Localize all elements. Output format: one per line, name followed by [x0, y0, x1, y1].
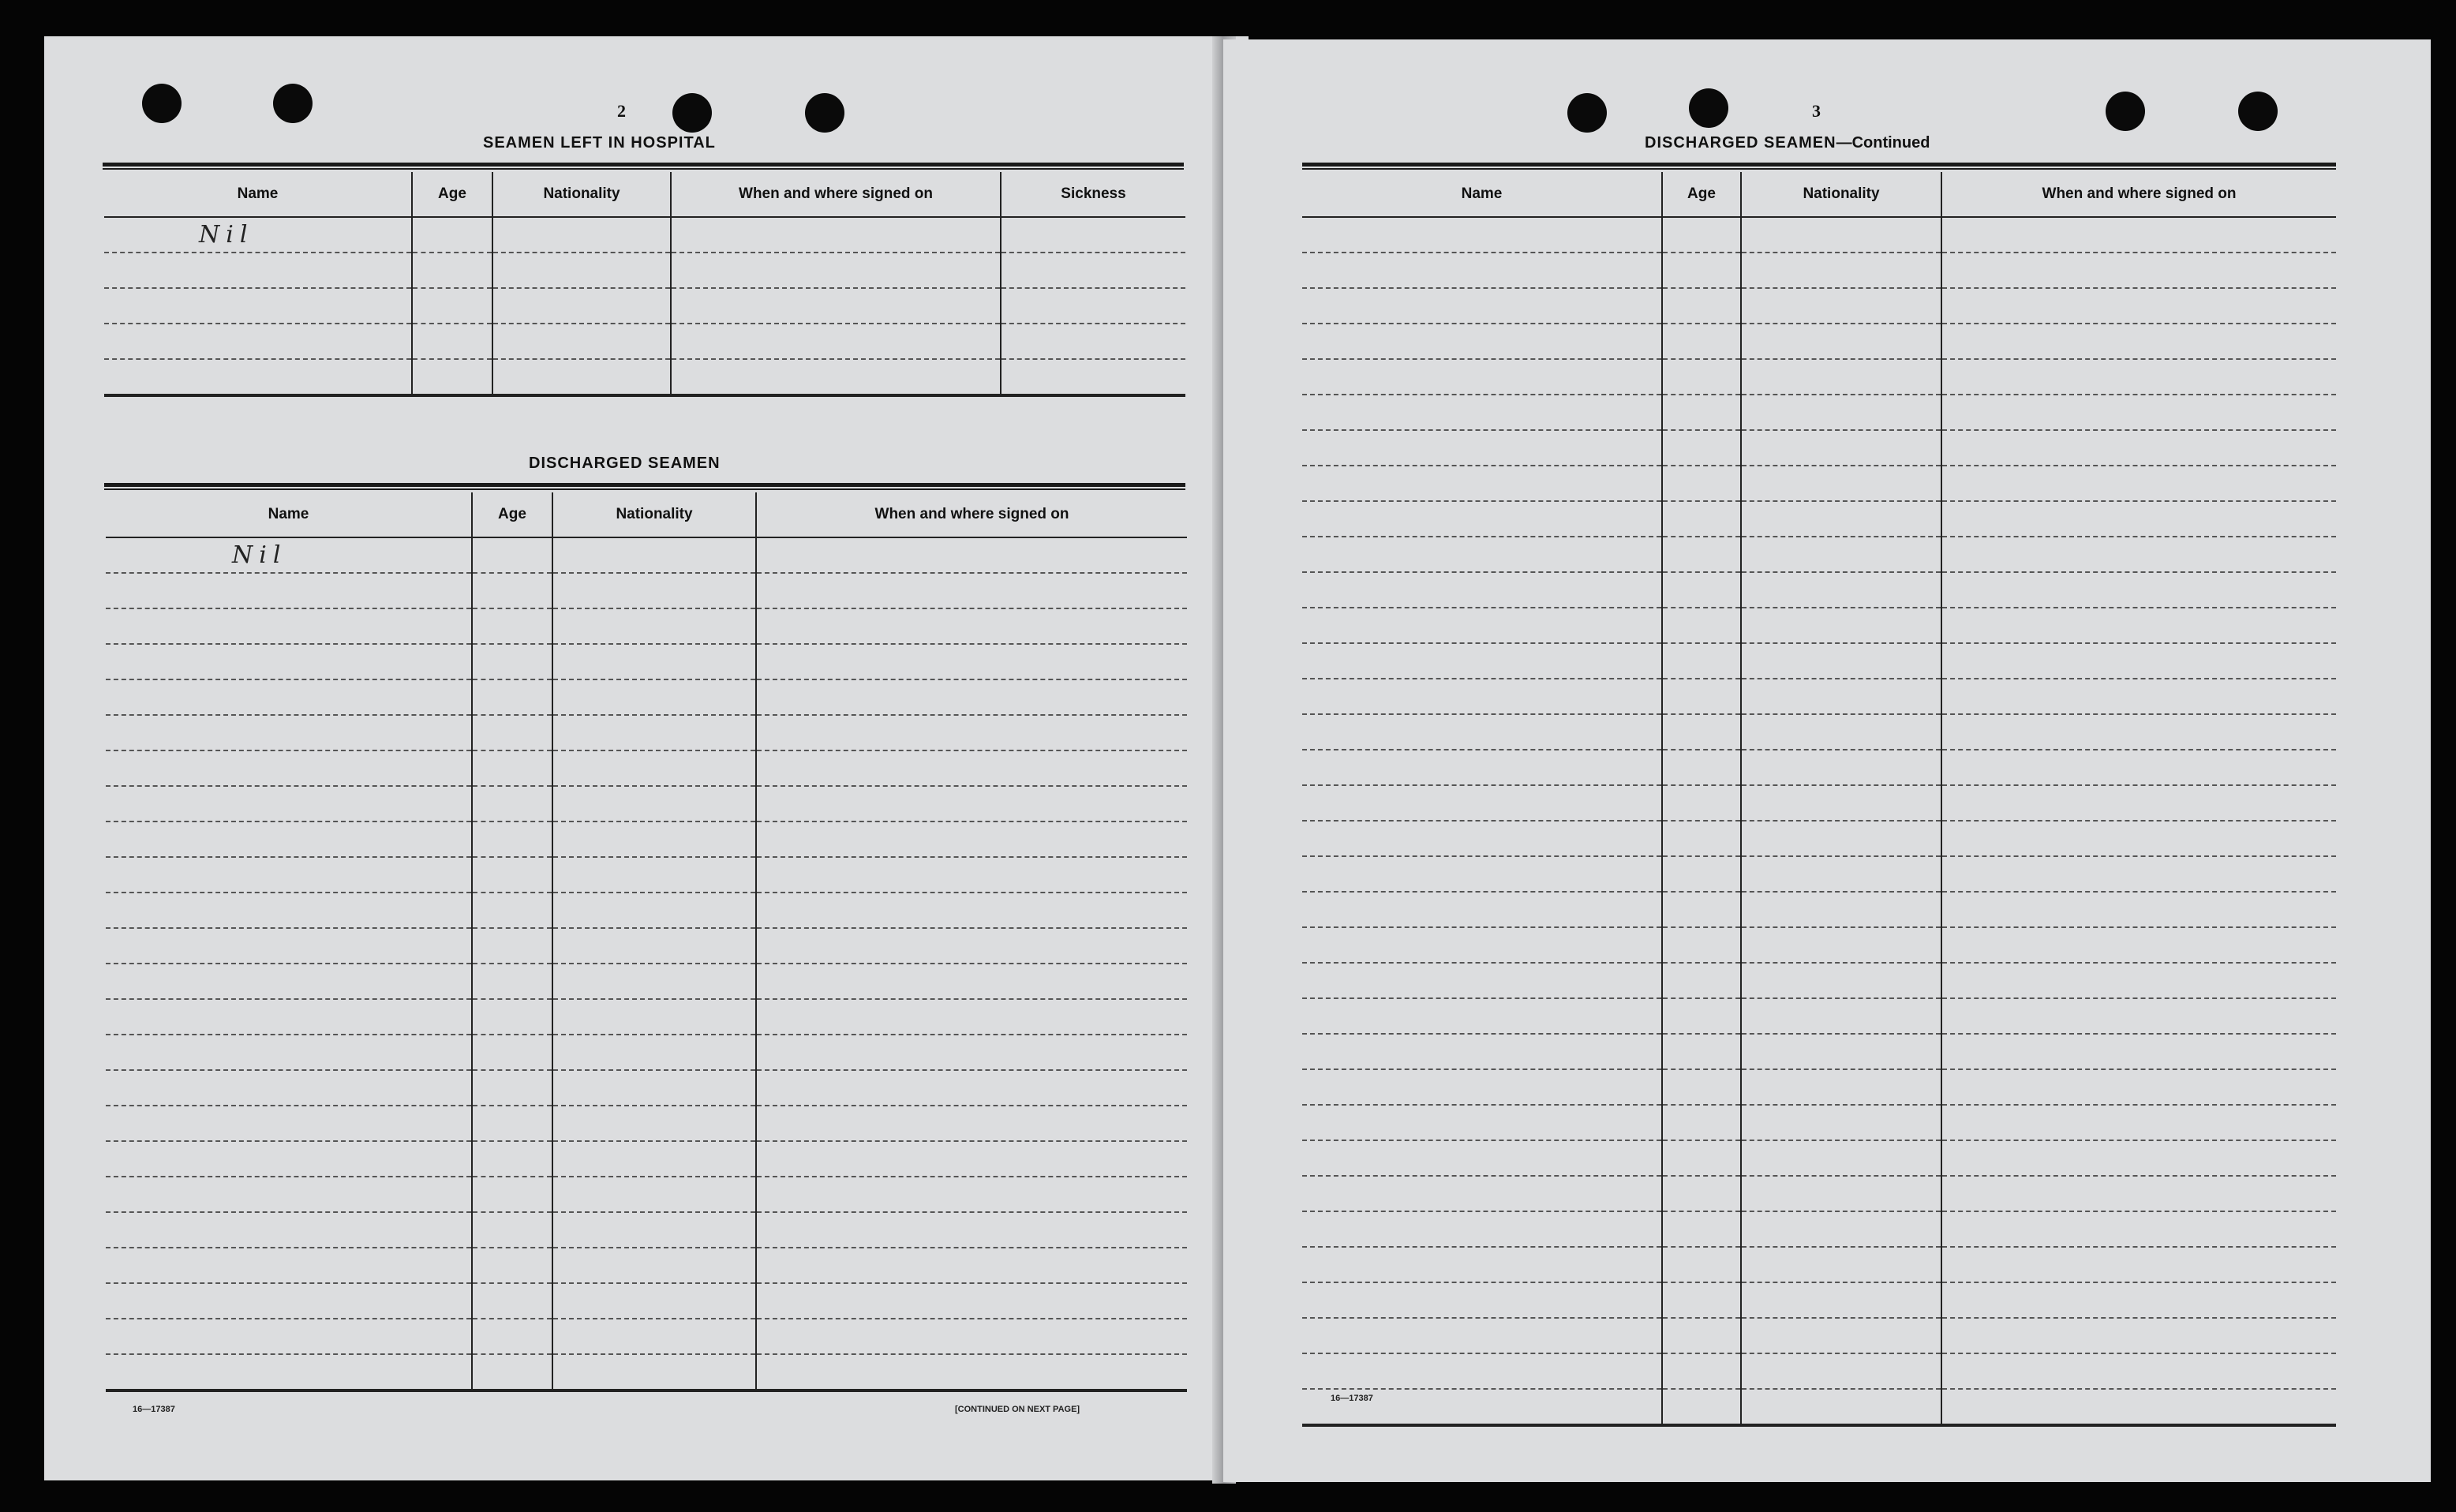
table-row: [106, 1354, 1187, 1390]
name-cell: [104, 217, 412, 253]
title-main: DISCHARGED SEAMEN: [1645, 134, 1836, 152]
table-row: [1302, 1069, 2336, 1105]
column-header-age: Age: [412, 172, 492, 217]
table-row: [1302, 714, 2336, 750]
table-row: [106, 750, 1187, 786]
table-row: [1302, 1176, 2336, 1211]
form-code: 16—17387: [133, 1405, 175, 1414]
table-row: [1302, 892, 2336, 927]
table-row: [1302, 1247, 2336, 1282]
table-row: [106, 573, 1187, 608]
table-row: [1302, 1389, 2336, 1425]
table-row: [106, 1248, 1187, 1283]
discharged-continued-table: [1302, 172, 2336, 1427]
continued-note: [CONTINUED ON NEXT PAGE]: [955, 1405, 1080, 1414]
hospital-table: [104, 172, 1185, 397]
table-row: [1302, 217, 2336, 253]
table-row: [1302, 501, 2336, 537]
punch-hole: [142, 84, 182, 123]
punch-hole: [273, 84, 313, 123]
table-row: [1302, 359, 2336, 395]
table-row: [106, 644, 1187, 679]
table-row: [1302, 679, 2336, 714]
table-row: [106, 1035, 1187, 1070]
table-row: [106, 786, 1187, 821]
table-row: [1302, 395, 2336, 430]
table-row: [106, 715, 1187, 750]
column-header-signed-on: When and where signed on: [1941, 172, 2336, 217]
table-row: [104, 359, 1185, 395]
column-header-sickness: Sickness: [1001, 172, 1185, 217]
table-row: [106, 964, 1187, 999]
column-header-signed-on: When and where signed on: [756, 492, 1187, 537]
table-row: [1302, 821, 2336, 856]
table-row: [1302, 1282, 2336, 1318]
table-row: [1302, 927, 2336, 963]
table-row: [106, 1177, 1187, 1212]
table-row: [1302, 1034, 2336, 1069]
table-row: [1302, 608, 2336, 643]
column-header-nationality: Nationality: [552, 492, 756, 537]
table-row: [1302, 998, 2336, 1034]
handwritten-entry: Nil: [199, 221, 254, 249]
table-row: [106, 999, 1187, 1035]
punch-hole: [1567, 93, 1607, 133]
column-header-signed-on: When and where signed on: [671, 172, 1001, 217]
page-number: 2: [617, 101, 626, 121]
column-header-name: Name: [1302, 172, 1662, 217]
punch-hole: [2238, 92, 2278, 131]
table-row: [106, 857, 1187, 893]
table-row: [1302, 1353, 2336, 1389]
age-cell: [412, 217, 492, 253]
section-rule: [104, 483, 1185, 490]
hospital-section-title: SEAMEN LEFT IN HOSPITAL: [483, 134, 716, 152]
table-row: [1302, 1318, 2336, 1353]
nationality-cell: [492, 217, 671, 253]
table-row: [106, 821, 1187, 857]
table-row: [104, 288, 1185, 324]
section-rule: [1302, 163, 2336, 170]
discharged-section-title: DISCHARGED SEAMEN: [529, 455, 721, 472]
left-page: [44, 36, 1249, 1480]
table-row: [1302, 572, 2336, 608]
title-suffix: —Continued: [1836, 134, 1930, 152]
table-row: [106, 608, 1187, 644]
table-row: [106, 893, 1187, 928]
table-row: [106, 1106, 1187, 1141]
table-row: [1302, 1211, 2336, 1247]
name-cell: [106, 537, 472, 573]
table-row: [106, 928, 1187, 964]
discharged-continued-title: [1645, 134, 1930, 152]
table-row: [1302, 1105, 2336, 1140]
table-row: [1302, 430, 2336, 466]
table-row: [106, 1283, 1187, 1319]
table-row: [1302, 785, 2336, 821]
table-row: [104, 253, 1185, 288]
table-row: [1302, 288, 2336, 324]
form-code: 16—17387: [1331, 1394, 1373, 1403]
table-row: [106, 1212, 1187, 1248]
table-row: [1302, 643, 2336, 679]
column-header-age: Age: [472, 492, 552, 537]
column-header-name: Name: [104, 172, 412, 217]
column-header-nationality: Nationality: [1741, 172, 1941, 217]
table-row: [104, 324, 1185, 359]
page-number: 3: [1812, 101, 1821, 121]
right-page: [1223, 39, 2431, 1482]
punch-hole: [1689, 88, 1728, 128]
section-rule: [103, 163, 1184, 170]
table-row: [104, 217, 1185, 253]
column-header-nationality: Nationality: [492, 172, 671, 217]
table-row: [106, 679, 1187, 715]
table-row: [1302, 750, 2336, 785]
punch-hole: [805, 93, 844, 133]
table-row: [106, 1319, 1187, 1354]
table-row: [1302, 963, 2336, 998]
sickness-cell: [1001, 217, 1185, 253]
table-row: [1302, 324, 2336, 359]
discharged-table: [106, 492, 1187, 1392]
column-header-name: Name: [106, 492, 472, 537]
punch-hole: [672, 93, 712, 133]
table-row: [1302, 856, 2336, 892]
table-row: [1302, 1140, 2336, 1176]
handwritten-entry: Nil: [232, 541, 287, 569]
column-header-age: Age: [1662, 172, 1741, 217]
signed-on-cell: [671, 217, 1001, 253]
table-row: [1302, 466, 2336, 501]
table-row: [1302, 537, 2336, 572]
table-row: [1302, 253, 2336, 288]
table-row: [106, 1141, 1187, 1177]
table-row: [106, 537, 1187, 573]
punch-hole: [2106, 92, 2145, 131]
table-row: [106, 1070, 1187, 1106]
